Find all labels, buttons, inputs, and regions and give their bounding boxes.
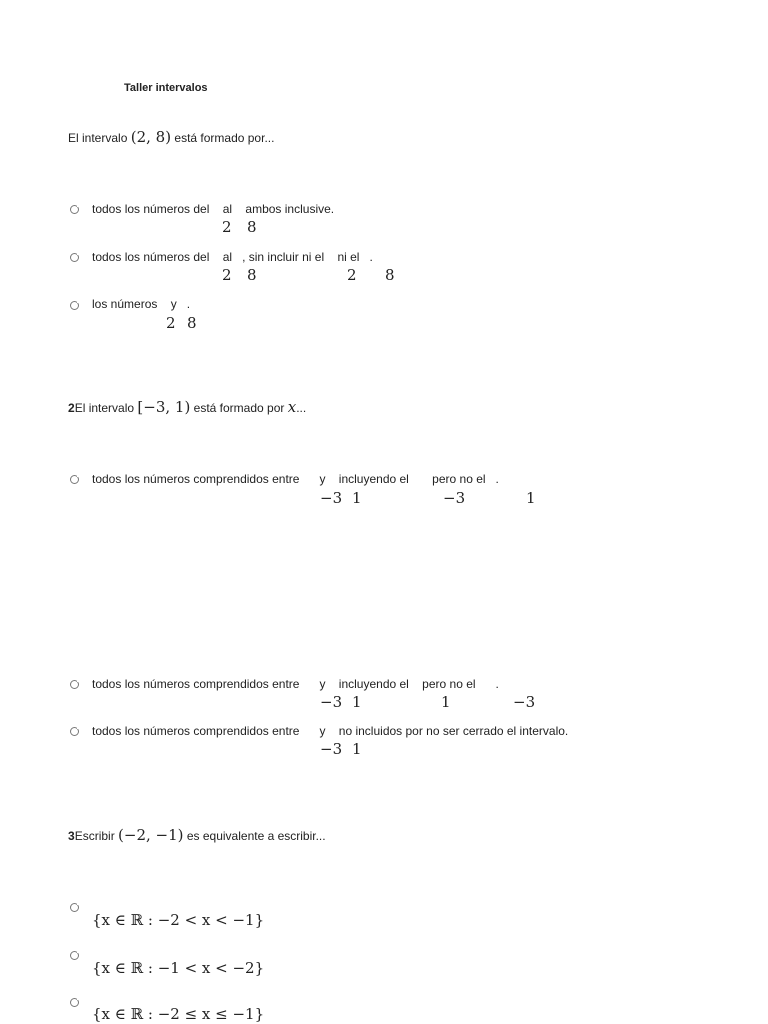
math-neg3: −3 — [443, 489, 466, 507]
q2-interval: [−3, 1) — [137, 398, 191, 416]
q1-option-2-radio[interactable] — [70, 253, 79, 262]
q2-option-2-text: todos los números comprendidos entre y incluyendo el pero no el . — [92, 677, 499, 691]
q3-option-2-math: {x ∈ ℝ : −1 < x < −2} — [92, 959, 265, 977]
math-2: 2 — [222, 218, 232, 236]
question-1 — [68, 128, 274, 146]
q1-prefix: El intervalo — [68, 131, 128, 145]
math-1: 1 — [441, 693, 451, 711]
q3-option-3-radio[interactable] — [70, 998, 79, 1007]
q3-prefix: Escribir — [74, 829, 115, 843]
q2-ellipsis: ... — [296, 401, 307, 415]
math-1: 1 — [352, 489, 362, 507]
q1-option-2-text: todos los números del al , sin incluir ni el ni el . — [92, 250, 373, 264]
q1-interval: (2, 8) — [130, 128, 172, 146]
q3-number: 3 — [68, 829, 75, 843]
q3-option-3-math: {x ∈ ℝ : −2 ≤ x ≤ −1} — [92, 1005, 265, 1023]
page-title: Taller intervalos — [124, 82, 208, 94]
math-8: 8 — [187, 314, 197, 332]
q1-option-3-radio[interactable] — [70, 301, 79, 310]
math-2: 2 — [347, 266, 357, 284]
q3-option-1-math: {x ∈ ℝ : −2 < x < −1} — [92, 911, 265, 929]
math-8: 8 — [247, 266, 257, 284]
math-1: 1 — [352, 740, 362, 758]
q2-option-3-radio[interactable] — [70, 727, 79, 736]
q1-option-3-text: los números y . — [92, 297, 191, 311]
q2-option-1-text: todos los números comprendidos entre y incluyendo el pero no el . — [92, 472, 499, 486]
q3-option-1-radio[interactable] — [70, 903, 79, 912]
math-8: 8 — [385, 266, 395, 284]
q2-option-1-radio[interactable] — [70, 475, 79, 484]
math-neg3: −3 — [320, 740, 343, 758]
q3-interval: (−2, −1) — [118, 826, 184, 844]
q2-prefix: El intervalo — [74, 401, 135, 415]
math-neg3: −3 — [320, 489, 343, 507]
question-2 — [68, 398, 306, 416]
q2-number: 2 — [68, 401, 75, 415]
q1-option-1-text: todos los números del al ambos inclusive. — [92, 202, 335, 216]
q2-option-2-radio[interactable] — [70, 680, 79, 689]
q2-option-3-text: todos los números comprendidos entre y no incluidos por no ser cerrado el intervalo. — [92, 724, 569, 738]
question-3 — [68, 826, 326, 844]
q3-option-2-radio[interactable] — [70, 951, 79, 960]
math-neg3: −3 — [320, 693, 343, 711]
math-2: 2 — [222, 266, 232, 284]
q2-suffix: está formado por — [193, 401, 285, 415]
q2-var: x — [287, 398, 297, 416]
q1-option-1-radio[interactable] — [70, 205, 79, 214]
math-8: 8 — [247, 218, 257, 236]
q1-suffix: está formado por... — [174, 131, 275, 145]
math-1: 1 — [526, 489, 536, 507]
math-2: 2 — [166, 314, 176, 332]
q3-suffix: es equivalente a escribir... — [186, 829, 326, 843]
math-neg3: −3 — [513, 693, 536, 711]
math-1: 1 — [352, 693, 362, 711]
